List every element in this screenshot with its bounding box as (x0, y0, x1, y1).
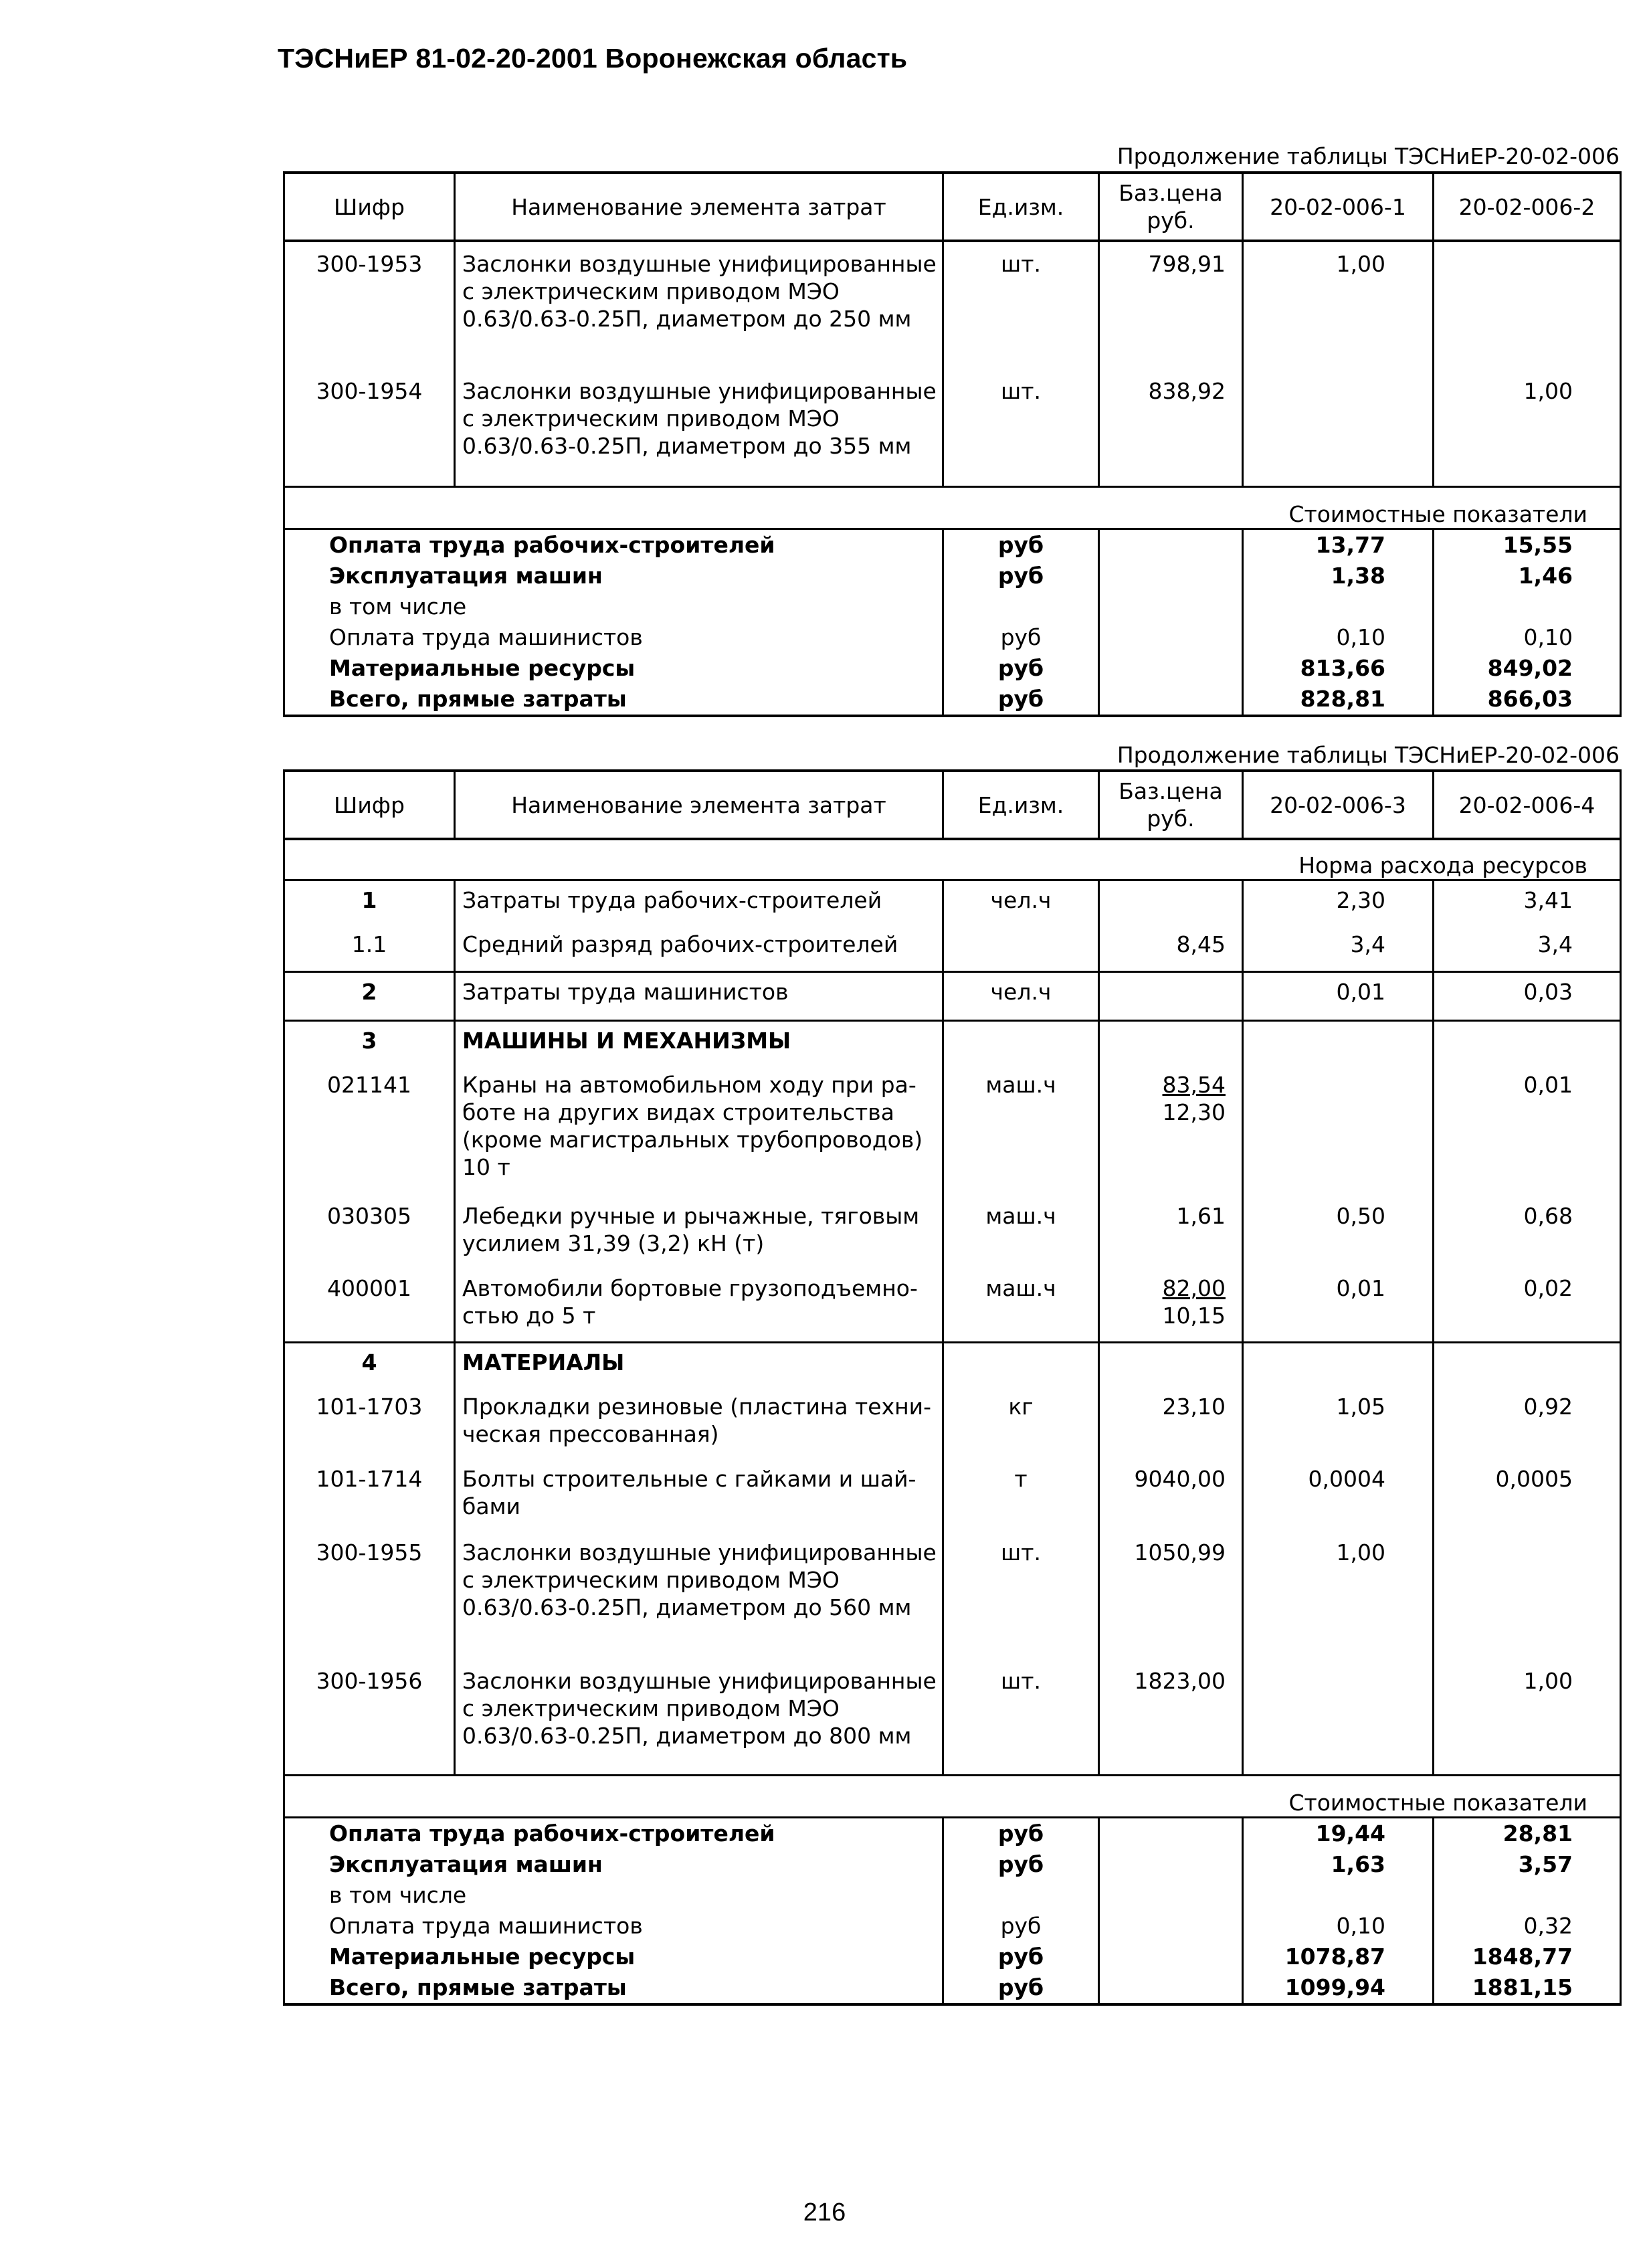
value-cell: 1,00 (1243, 241, 1434, 369)
cell-line: 10 т (462, 1154, 510, 1180)
cost-label: Всего, прямые затраты (284, 684, 943, 716)
cell-line: МАШИНЫ И МЕХАНИЗМЫ (462, 1028, 791, 1054)
cost-value: 849,02 (1434, 653, 1621, 684)
price-cell (1099, 1533, 1243, 1662)
name-cell (455, 241, 943, 369)
column-header: Наименование элемента затрат (455, 771, 943, 839)
header-row (284, 173, 1621, 241)
value-cell: 1,00 (1434, 1662, 1621, 1776)
cost-row (284, 1972, 1621, 2004)
value-cell (1434, 1343, 1621, 1388)
price-cell (1099, 1662, 1243, 1776)
cost-value (1434, 1880, 1621, 1911)
cell-line: с электрическим приводом МЭО (462, 405, 840, 432)
value-cell: 1,00 (1243, 1533, 1434, 1662)
cell-line: 0.63/0.63-0.25П, диаметром до 355 мм (462, 433, 912, 459)
header-row (284, 771, 1621, 839)
column-header: 20-02-006-2 (1434, 173, 1621, 241)
cost-label: в том числе (284, 1880, 943, 1911)
cost-unit: руб (943, 1972, 1099, 2004)
cell-line: с электрическим приводом МЭО (462, 1567, 840, 1593)
unit-cell: шт. (943, 241, 1099, 369)
column-header: 20-02-006-1 (1243, 173, 1434, 241)
unit-cell: т (943, 1460, 1099, 1533)
cost-empty (1099, 1942, 1243, 1972)
table2-body (284, 771, 1621, 2004)
table-row (284, 1388, 1621, 1460)
cell-line: 0.63/0.63-0.25П, диаметром до 250 мм (462, 306, 912, 332)
price-line: 23,10 (1162, 1394, 1226, 1420)
column-header-line: Баз.цена (1119, 778, 1223, 804)
cost-empty (1099, 1849, 1243, 1880)
column-header-line: Баз.цена (1119, 180, 1223, 206)
cost-unit: руб (943, 622, 1099, 653)
unit-cell: шт. (943, 1662, 1099, 1776)
price-cell (1099, 1066, 1243, 1197)
cell-line: Заслонки воздушные унифицированные (462, 378, 937, 404)
unit-cell: маш.ч (943, 1066, 1099, 1197)
price-line: 8,45 (1176, 931, 1226, 957)
cost-empty (1099, 591, 1243, 622)
cell-line: 0.63/0.63-0.25П, диаметром до 800 мм (462, 1723, 912, 1749)
column-header: Наименование элемента затрат (455, 173, 943, 241)
cost-row (284, 1818, 1621, 1850)
value-cell (1243, 1021, 1434, 1066)
price-line: 83,54 (1162, 1072, 1226, 1098)
cell-line: Автомобили бортовые грузоподъемно- (462, 1275, 918, 1301)
table-row (284, 1460, 1621, 1533)
table1-body (284, 173, 1621, 716)
name-cell (455, 1066, 943, 1197)
cost-value: 0,10 (1434, 622, 1621, 653)
cell-line: Затраты труда машинистов (462, 979, 789, 1005)
cost-row (284, 1880, 1621, 1911)
table2-caption: Продолжение таблицы ТЭСНиЕР-20-02-006 (1117, 742, 1620, 768)
price-cell (1099, 1269, 1243, 1343)
value-cell: 0,50 (1243, 1197, 1434, 1269)
cost-unit: руб (943, 1849, 1099, 1880)
price-cell (1099, 1343, 1243, 1388)
column-header: Шифр (284, 771, 455, 839)
name-cell (455, 1197, 943, 1269)
value-cell: 3,4 (1243, 925, 1434, 972)
cost-label: Оплата труда рабочих-строителей (284, 529, 943, 561)
price-cell (1099, 1460, 1243, 1533)
table-row (284, 1197, 1621, 1269)
cost-label: в том числе (284, 591, 943, 622)
unit-cell: чел.ч (943, 880, 1099, 926)
name-cell (455, 925, 943, 972)
value-cell: 2,30 (1243, 880, 1434, 926)
cell-line: Лебедки ручные и рычажные, тяговым (462, 1203, 920, 1229)
cell-line: усилием 31,39 (3,2) кН (т) (462, 1230, 765, 1256)
cost-label: Эксплуатация машин (284, 1849, 943, 1880)
code-cell: 3 (284, 1021, 455, 1066)
code-cell: 4 (284, 1343, 455, 1388)
unit-cell (943, 1021, 1099, 1066)
cost-value (1243, 591, 1434, 622)
unit-cell: чел.ч (943, 972, 1099, 1021)
value-cell (1243, 1343, 1434, 1388)
cell-line: 0.63/0.63-0.25П, диаметром до 560 мм (462, 1594, 912, 1620)
cost-value: 0,32 (1434, 1911, 1621, 1942)
code-cell: 101-1703 (284, 1388, 455, 1460)
value-cell (1434, 1533, 1621, 1662)
code-cell: 300-1953 (284, 241, 455, 369)
cell-line: бами (462, 1493, 520, 1519)
value-cell (1243, 1066, 1434, 1197)
code-cell: 300-1956 (284, 1662, 455, 1776)
value-cell: 1,00 (1434, 369, 1621, 487)
column-header-line: руб. (1147, 207, 1195, 233)
table1-caption: Продолжение таблицы ТЭСНиЕР-20-02-006 (1117, 143, 1620, 169)
cost-unit: руб (943, 684, 1099, 716)
price-cell (1099, 880, 1243, 926)
name-cell (455, 972, 943, 1021)
name-cell (455, 880, 943, 926)
cell-line: Краны на автомобильном ходу при ра- (462, 1072, 916, 1098)
code-cell: 400001 (284, 1269, 455, 1343)
cost-empty (1099, 653, 1243, 684)
cell-line: Затраты труда рабочих-строителей (462, 887, 882, 913)
cost-value: 1099,94 (1243, 1972, 1434, 2004)
cost-value (1243, 1880, 1434, 1911)
cell-line: Средний разряд рабочих-строителей (462, 931, 898, 957)
code-cell: 2 (284, 972, 455, 1021)
code-cell: 030305 (284, 1197, 455, 1269)
table-row (284, 241, 1621, 369)
cell-line: Заслонки воздушные унифицированные (462, 1539, 937, 1566)
code-cell: 300-1955 (284, 1533, 455, 1662)
unit-cell: маш.ч (943, 1197, 1099, 1269)
value-cell: 0,02 (1434, 1269, 1621, 1343)
price-cell (1099, 1197, 1243, 1269)
unit-cell (943, 925, 1099, 972)
column-header: 20-02-006-3 (1243, 771, 1434, 839)
value-cell: 0,68 (1434, 1197, 1621, 1269)
cell-line: Заслонки воздушные унифицированные (462, 1668, 937, 1694)
price-cell (1099, 925, 1243, 972)
table-row (284, 369, 1621, 487)
section-header: Стоимостные показатели (284, 1776, 1621, 1818)
cost-unit (943, 1880, 1099, 1911)
table-row (284, 1066, 1621, 1197)
unit-cell: шт. (943, 369, 1099, 487)
name-cell (455, 1343, 943, 1388)
column-header: Ед.изм. (943, 173, 1099, 241)
table-row (284, 925, 1621, 972)
cost-value: 813,66 (1243, 653, 1434, 684)
page-number: 216 (803, 2198, 846, 2227)
cell-line: с электрическим приводом МЭО (462, 278, 840, 304)
cost-empty (1099, 529, 1243, 561)
section-header: Стоимостные показатели (284, 487, 1621, 529)
column-header: Ед.изм. (943, 771, 1099, 839)
cost-row (284, 622, 1621, 653)
cell-line: (кроме магистральных трубопроводов) (462, 1127, 923, 1153)
cell-line: стью до 5 т (462, 1303, 596, 1329)
cost-value: 1848,77 (1434, 1942, 1621, 1972)
name-cell (455, 1021, 943, 1066)
table-row (284, 1533, 1621, 1662)
cost-row (284, 591, 1621, 622)
price-line: 9040,00 (1134, 1466, 1226, 1492)
cost-label: Оплата труда машинистов (284, 1911, 943, 1942)
unit-cell (943, 1343, 1099, 1388)
cell-line: Прокладки резиновые (пластина техни- (462, 1394, 932, 1420)
name-cell (455, 1533, 943, 1662)
column-header (1099, 173, 1243, 241)
cost-label: Эксплуатация машин (284, 561, 943, 591)
table1 (283, 171, 1622, 717)
document-title: ТЭСНиЕР 81-02-20-2001 Воронежская область (278, 43, 908, 74)
cost-value: 0,10 (1243, 1911, 1434, 1942)
price-line-secondary: 12,30 (1162, 1099, 1226, 1125)
cost-row (284, 561, 1621, 591)
cost-unit: руб (943, 1942, 1099, 1972)
price-cell: 838,92 (1099, 369, 1243, 487)
section-header-row (284, 1776, 1621, 1818)
name-cell (455, 1460, 943, 1533)
price-cell (1099, 1388, 1243, 1460)
value-cell: 0,92 (1434, 1388, 1621, 1460)
value-cell: 0,01 (1243, 972, 1434, 1021)
code-cell: 300-1954 (284, 369, 455, 487)
cell-line: Заслонки воздушные унифицированные (462, 251, 937, 277)
cost-row (284, 529, 1621, 561)
cost-empty (1099, 1911, 1243, 1942)
cost-value: 13,77 (1243, 529, 1434, 561)
cost-empty (1099, 622, 1243, 653)
cell-line: МАТЕРИАЛЫ (462, 1349, 625, 1376)
unit-cell: маш.ч (943, 1269, 1099, 1343)
unit-cell: кг (943, 1388, 1099, 1460)
value-cell (1243, 1662, 1434, 1776)
cell-line: ческая прессованная) (462, 1421, 719, 1447)
cost-empty (1099, 1880, 1243, 1911)
cost-label: Оплата труда рабочих-строителей (284, 1818, 943, 1850)
unit-cell: шт. (943, 1533, 1099, 1662)
price-line-secondary: 10,15 (1162, 1303, 1226, 1329)
cost-value: 866,03 (1434, 684, 1621, 716)
cell-line: боте на других видах строительства (462, 1099, 894, 1125)
price-line: 1050,99 (1134, 1539, 1226, 1566)
cost-label: Оплата труда машинистов (284, 622, 943, 653)
value-cell: 0,01 (1434, 1066, 1621, 1197)
name-cell (455, 369, 943, 487)
cost-row (284, 684, 1621, 716)
cost-empty (1099, 561, 1243, 591)
name-cell (455, 1269, 943, 1343)
code-cell: 1 (284, 880, 455, 926)
price-line: 82,00 (1162, 1275, 1226, 1301)
cost-row (284, 1911, 1621, 1942)
column-header (1099, 771, 1243, 839)
cost-value: 0,10 (1243, 622, 1434, 653)
code-cell: 1.1 (284, 925, 455, 972)
code-cell: 021141 (284, 1066, 455, 1197)
price-line: 1,61 (1176, 1203, 1226, 1229)
cost-value: 1,46 (1434, 561, 1621, 591)
cost-value: 1078,87 (1243, 1942, 1434, 1972)
value-cell: 0,03 (1434, 972, 1621, 1021)
table2 (283, 769, 1622, 2006)
cost-value: 3,57 (1434, 1849, 1621, 1880)
code-cell: 101-1714 (284, 1460, 455, 1533)
cost-value: 19,44 (1243, 1818, 1434, 1850)
cost-label: Материальные ресурсы (284, 1942, 943, 1972)
column-header: 20-02-006-4 (1434, 771, 1621, 839)
value-cell: 0,0004 (1243, 1460, 1434, 1533)
name-cell (455, 1388, 943, 1460)
cost-unit: руб (943, 653, 1099, 684)
value-cell: 0,01 (1243, 1269, 1434, 1343)
section-header: Норма расхода ресурсов (284, 839, 1621, 880)
cost-unit: руб (943, 529, 1099, 561)
name-cell (455, 1662, 943, 1776)
cost-value: 28,81 (1434, 1818, 1621, 1850)
cell-line: Болты строительные с гайками и шай- (462, 1466, 916, 1492)
table-row (284, 880, 1621, 926)
cost-empty (1099, 1818, 1243, 1850)
price-cell (1099, 1021, 1243, 1066)
value-cell: 1,05 (1243, 1388, 1434, 1460)
cost-row (284, 1849, 1621, 1880)
cost-value: 15,55 (1434, 529, 1621, 561)
table-row (284, 972, 1621, 1021)
table-row (284, 1021, 1621, 1066)
cell-line: с электрическим приводом МЭО (462, 1695, 840, 1721)
cost-empty (1099, 1972, 1243, 2004)
table-row (284, 1662, 1621, 1776)
table-row (284, 1343, 1621, 1388)
section-header-row (284, 487, 1621, 529)
cost-unit: руб (943, 1818, 1099, 1850)
cost-unit: руб (943, 1911, 1099, 1942)
cost-empty (1099, 684, 1243, 716)
table-row (284, 1269, 1621, 1343)
cost-value (1434, 591, 1621, 622)
cost-row (284, 1942, 1621, 1972)
cost-value: 828,81 (1243, 684, 1434, 716)
price-cell: 798,91 (1099, 241, 1243, 369)
value-cell (1434, 1021, 1621, 1066)
section-header-row (284, 839, 1621, 880)
value-cell (1243, 369, 1434, 487)
price-cell (1099, 972, 1243, 1021)
price-line: 1823,00 (1134, 1668, 1226, 1694)
cost-label: Всего, прямые затраты (284, 1972, 943, 2004)
column-header-line: руб. (1147, 806, 1195, 832)
cost-unit (943, 591, 1099, 622)
cost-value: 1,38 (1243, 561, 1434, 591)
column-header: Шифр (284, 173, 455, 241)
cost-value: 1,63 (1243, 1849, 1434, 1880)
cost-unit: руб (943, 561, 1099, 591)
value-cell (1434, 241, 1621, 369)
value-cell: 0,0005 (1434, 1460, 1621, 1533)
cost-label: Материальные ресурсы (284, 653, 943, 684)
value-cell: 3,41 (1434, 880, 1621, 926)
cost-value: 1881,15 (1434, 1972, 1621, 2004)
cost-row (284, 653, 1621, 684)
value-cell: 3,4 (1434, 925, 1621, 972)
